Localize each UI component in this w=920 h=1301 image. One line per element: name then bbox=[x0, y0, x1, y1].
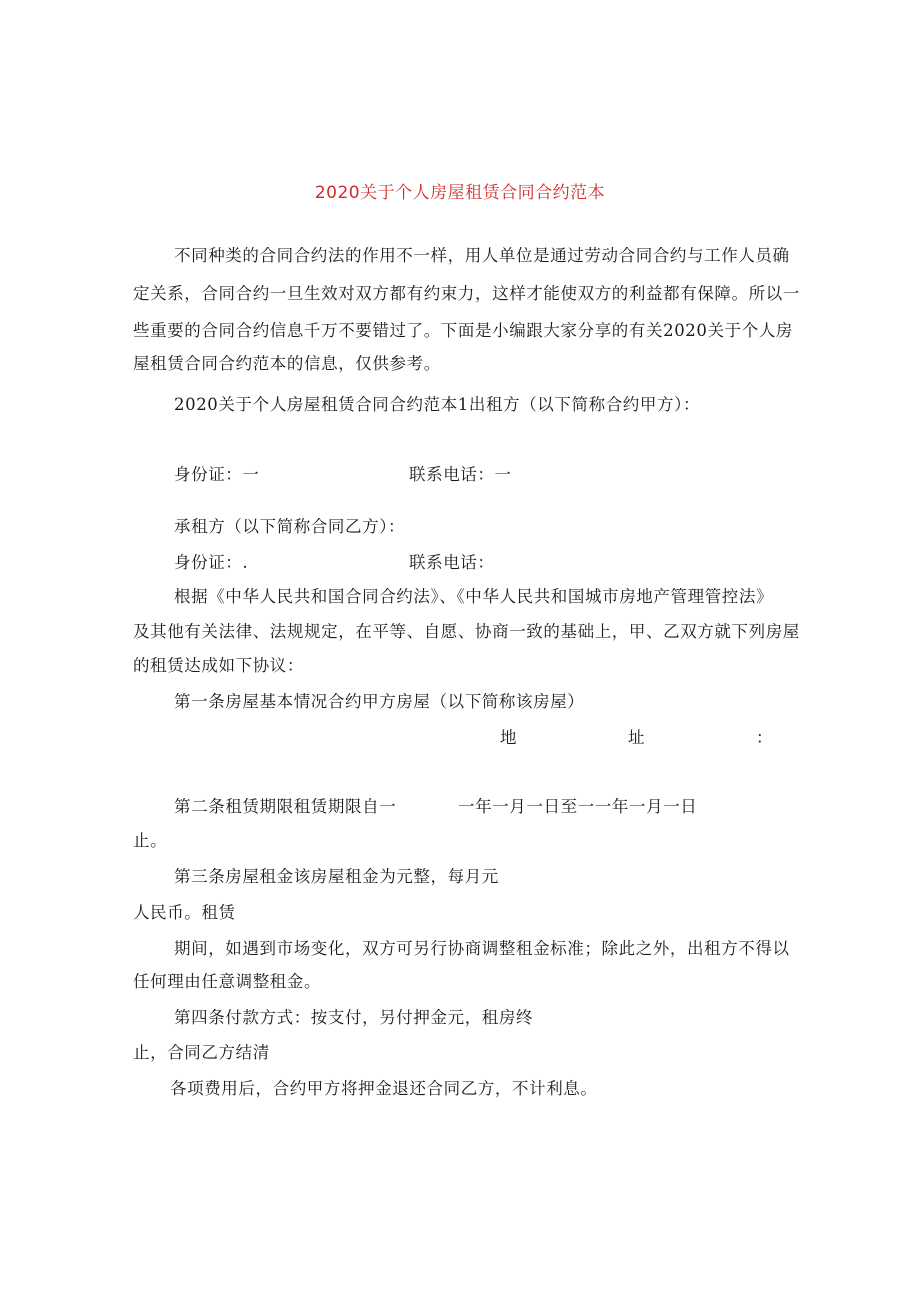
document-title: 2020关于个人房屋租赁合同合约范本 bbox=[314, 183, 606, 203]
intro-line-4: 屋租赁合同合约范本的信息，仅供参考。 bbox=[133, 354, 441, 373]
address-label-char-1: 地 bbox=[500, 728, 518, 747]
article-3-text-c1: 期间，如遇到市场变化，双方可另行协商调整租金标准；除此之外，出租方不得以 bbox=[174, 939, 790, 958]
article-1-text: 第一条房屋基本情况合约甲方房屋（以下简称该房屋） bbox=[174, 692, 585, 711]
intro-line-2: 定关系，合同合约一旦生效对双方都有约束力，这样才能使双方的利益都有保障。所以一 bbox=[133, 284, 800, 303]
lessor-id-label: 身份证：一 bbox=[174, 465, 260, 484]
contract-heading: 2020关于个人房屋租赁合同合约范本1出租方（以下简称合约甲方）： bbox=[174, 395, 701, 414]
article-3-text-b: 人民币。租赁 bbox=[133, 903, 236, 922]
basis-line-1: 根据《中华人民共和国合同合约法》、《中华人民共和国城市房地产管理管控法》 bbox=[174, 587, 774, 606]
intro-line-3: 些重要的合同合约信息千万不要错过了。下面是小编跟大家分享的有关2020关于个人房 bbox=[133, 321, 793, 340]
article-3-text-c2: 任何理由任意调整租金。 bbox=[133, 972, 322, 991]
article-4-text-c: 各项费用后，合约甲方将押金退还合同乙方，不计利息。 bbox=[170, 1079, 598, 1098]
article-2-text-b: 一年一月一日至一一年一月一日 bbox=[458, 797, 698, 816]
article-2-text-c: 止。 bbox=[133, 831, 168, 850]
article-4-text-a: 第四条付款方式：按支付，另付押金元，租房终 bbox=[174, 1008, 534, 1027]
article-4-text-b: 止，合同乙方结清 bbox=[133, 1043, 270, 1062]
basis-line-2: 及其他有关法律、法规规定，在平等、自愿、协商一致的基础上，甲、乙双方就下列房屋 bbox=[133, 622, 800, 641]
article-3-text-a: 第三条房屋租金该房屋租金为元整，每月元 bbox=[174, 867, 499, 886]
intro-line-1: 不同种类的合同合约法的作用不一样，用人单位是通过劳动合同合约与工作人员确 bbox=[174, 246, 790, 265]
address-label-char-2: 址 bbox=[628, 728, 646, 747]
lessee-heading: 承租方（以下简称合同乙方）： bbox=[174, 517, 406, 536]
basis-line-3: 的租赁达成如下协议： bbox=[133, 656, 304, 675]
address-label-colon: ： bbox=[756, 728, 774, 747]
lessor-phone-label: 联系电话：一 bbox=[409, 465, 512, 484]
lessee-phone-label: 联系电话： bbox=[409, 553, 495, 572]
lessee-id-label: 身份证：. bbox=[174, 553, 249, 572]
article-2-text-a: 第二条租赁期限租赁期限自一 bbox=[174, 797, 397, 816]
